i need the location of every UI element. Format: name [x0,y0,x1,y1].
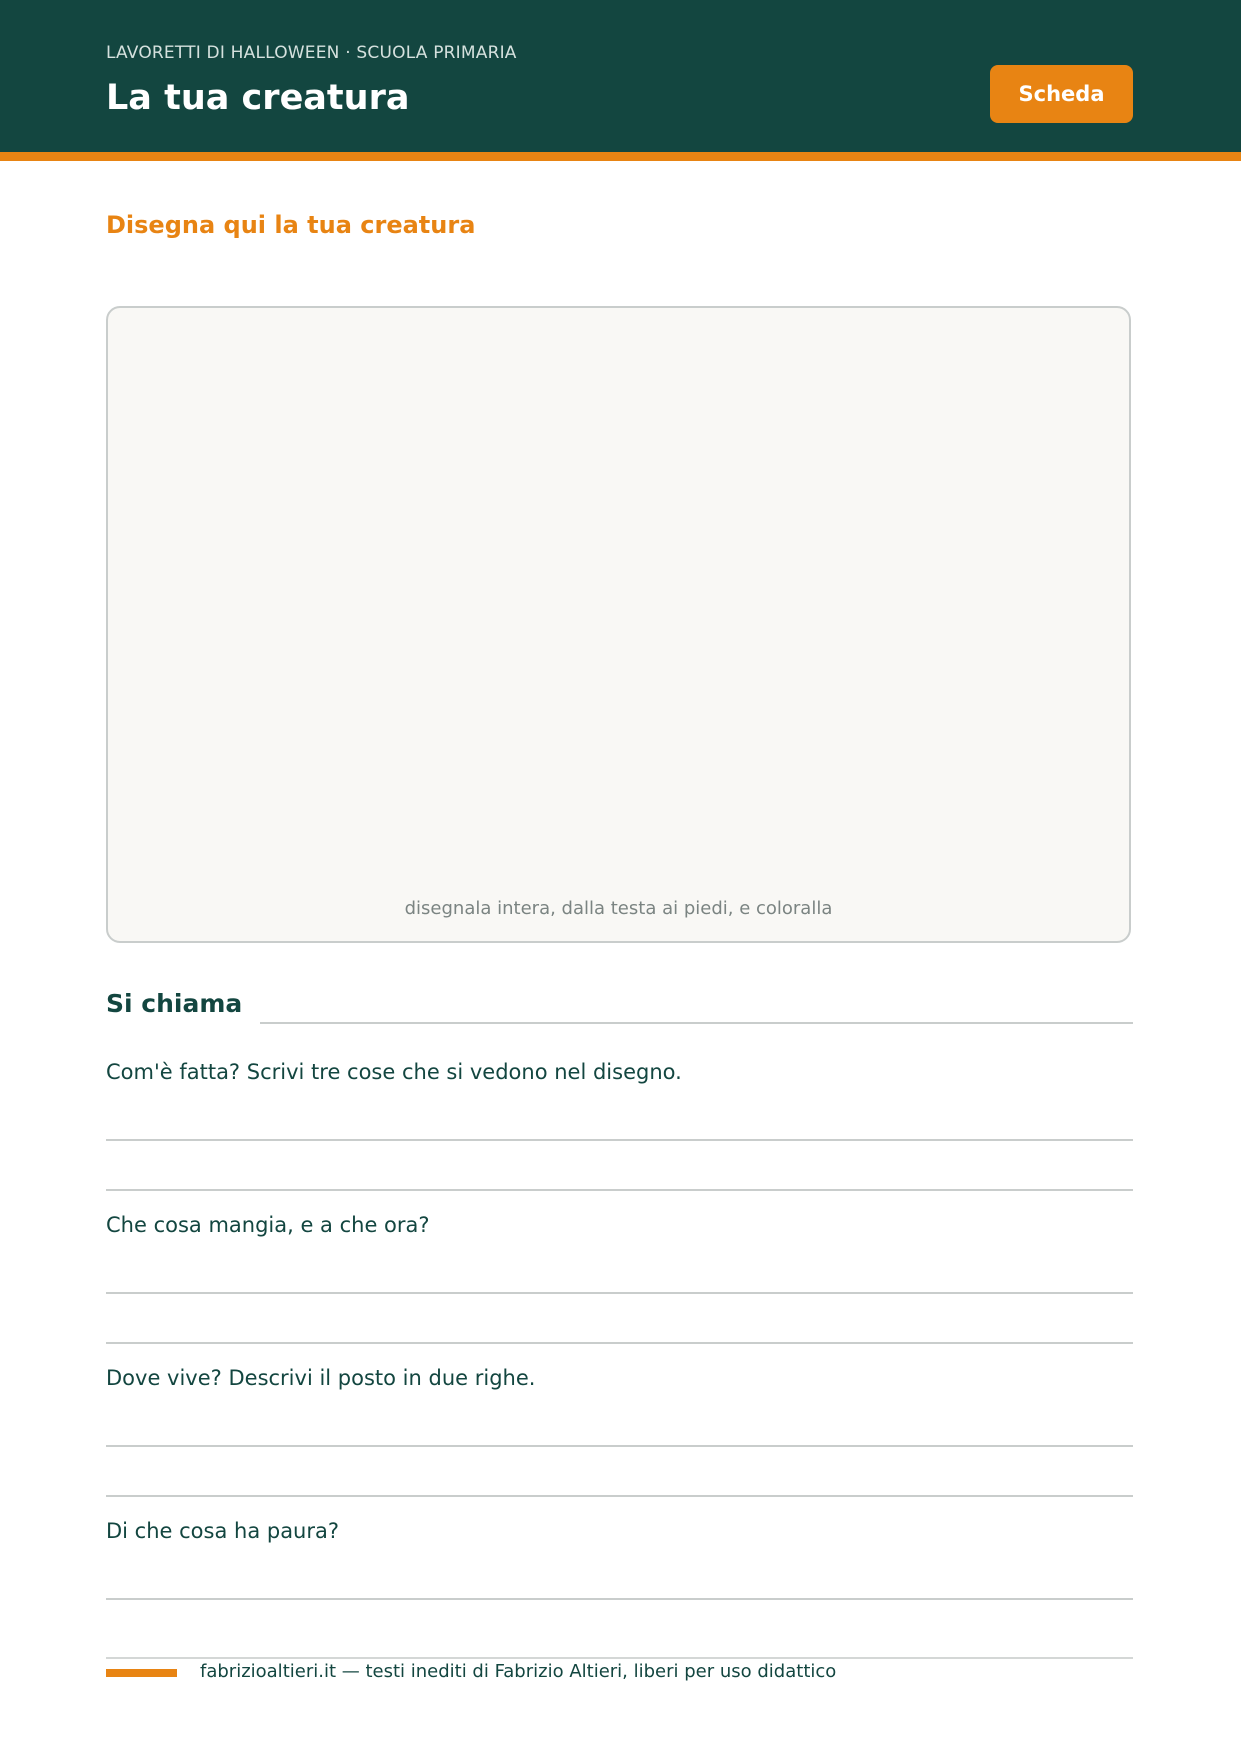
question-2: Che cosa mangia, e a che ora? [106,1213,430,1237]
header-accent-rule [0,152,1241,161]
footer-credit: fabrizioaltieri.it — testi inediti di Fabrizio Altieri, liberi per uso didattico [200,1661,837,1682]
drawing-hint: disegnala intera, dalla testa ai piedi, e coloralla [404,898,833,919]
name-write-line[interactable] [260,1022,1133,1024]
name-label: Si chiama [106,989,243,1018]
drawing-heading: Disegna qui la tua creatura [106,211,476,239]
answer-line[interactable] [106,1189,1133,1191]
footer-accent-bar [106,1669,177,1677]
question-3: Dove vive? Descrivi il posto in due righe. [106,1366,536,1390]
page-title: La tua creatura [106,78,410,118]
header-kicker: LAVORETTI DI HALLOWEEN · SCUOLA PRIMARIA [106,43,517,63]
question-4: Di che cosa ha paura? [106,1519,340,1543]
answer-line[interactable] [106,1139,1133,1141]
footer-rule [106,1657,1133,1659]
answer-line[interactable] [106,1292,1133,1294]
worksheet-tag: Scheda [990,65,1133,123]
drawing-area[interactable] [106,306,1131,943]
answer-line[interactable] [106,1598,1133,1600]
answer-line[interactable] [106,1445,1133,1447]
answer-line[interactable] [106,1342,1133,1344]
question-1: Com'è fatta? Scrivi tre cose che si vedono nel disegno. [106,1060,682,1084]
page-header [0,0,1241,152]
answer-line[interactable] [106,1495,1133,1497]
